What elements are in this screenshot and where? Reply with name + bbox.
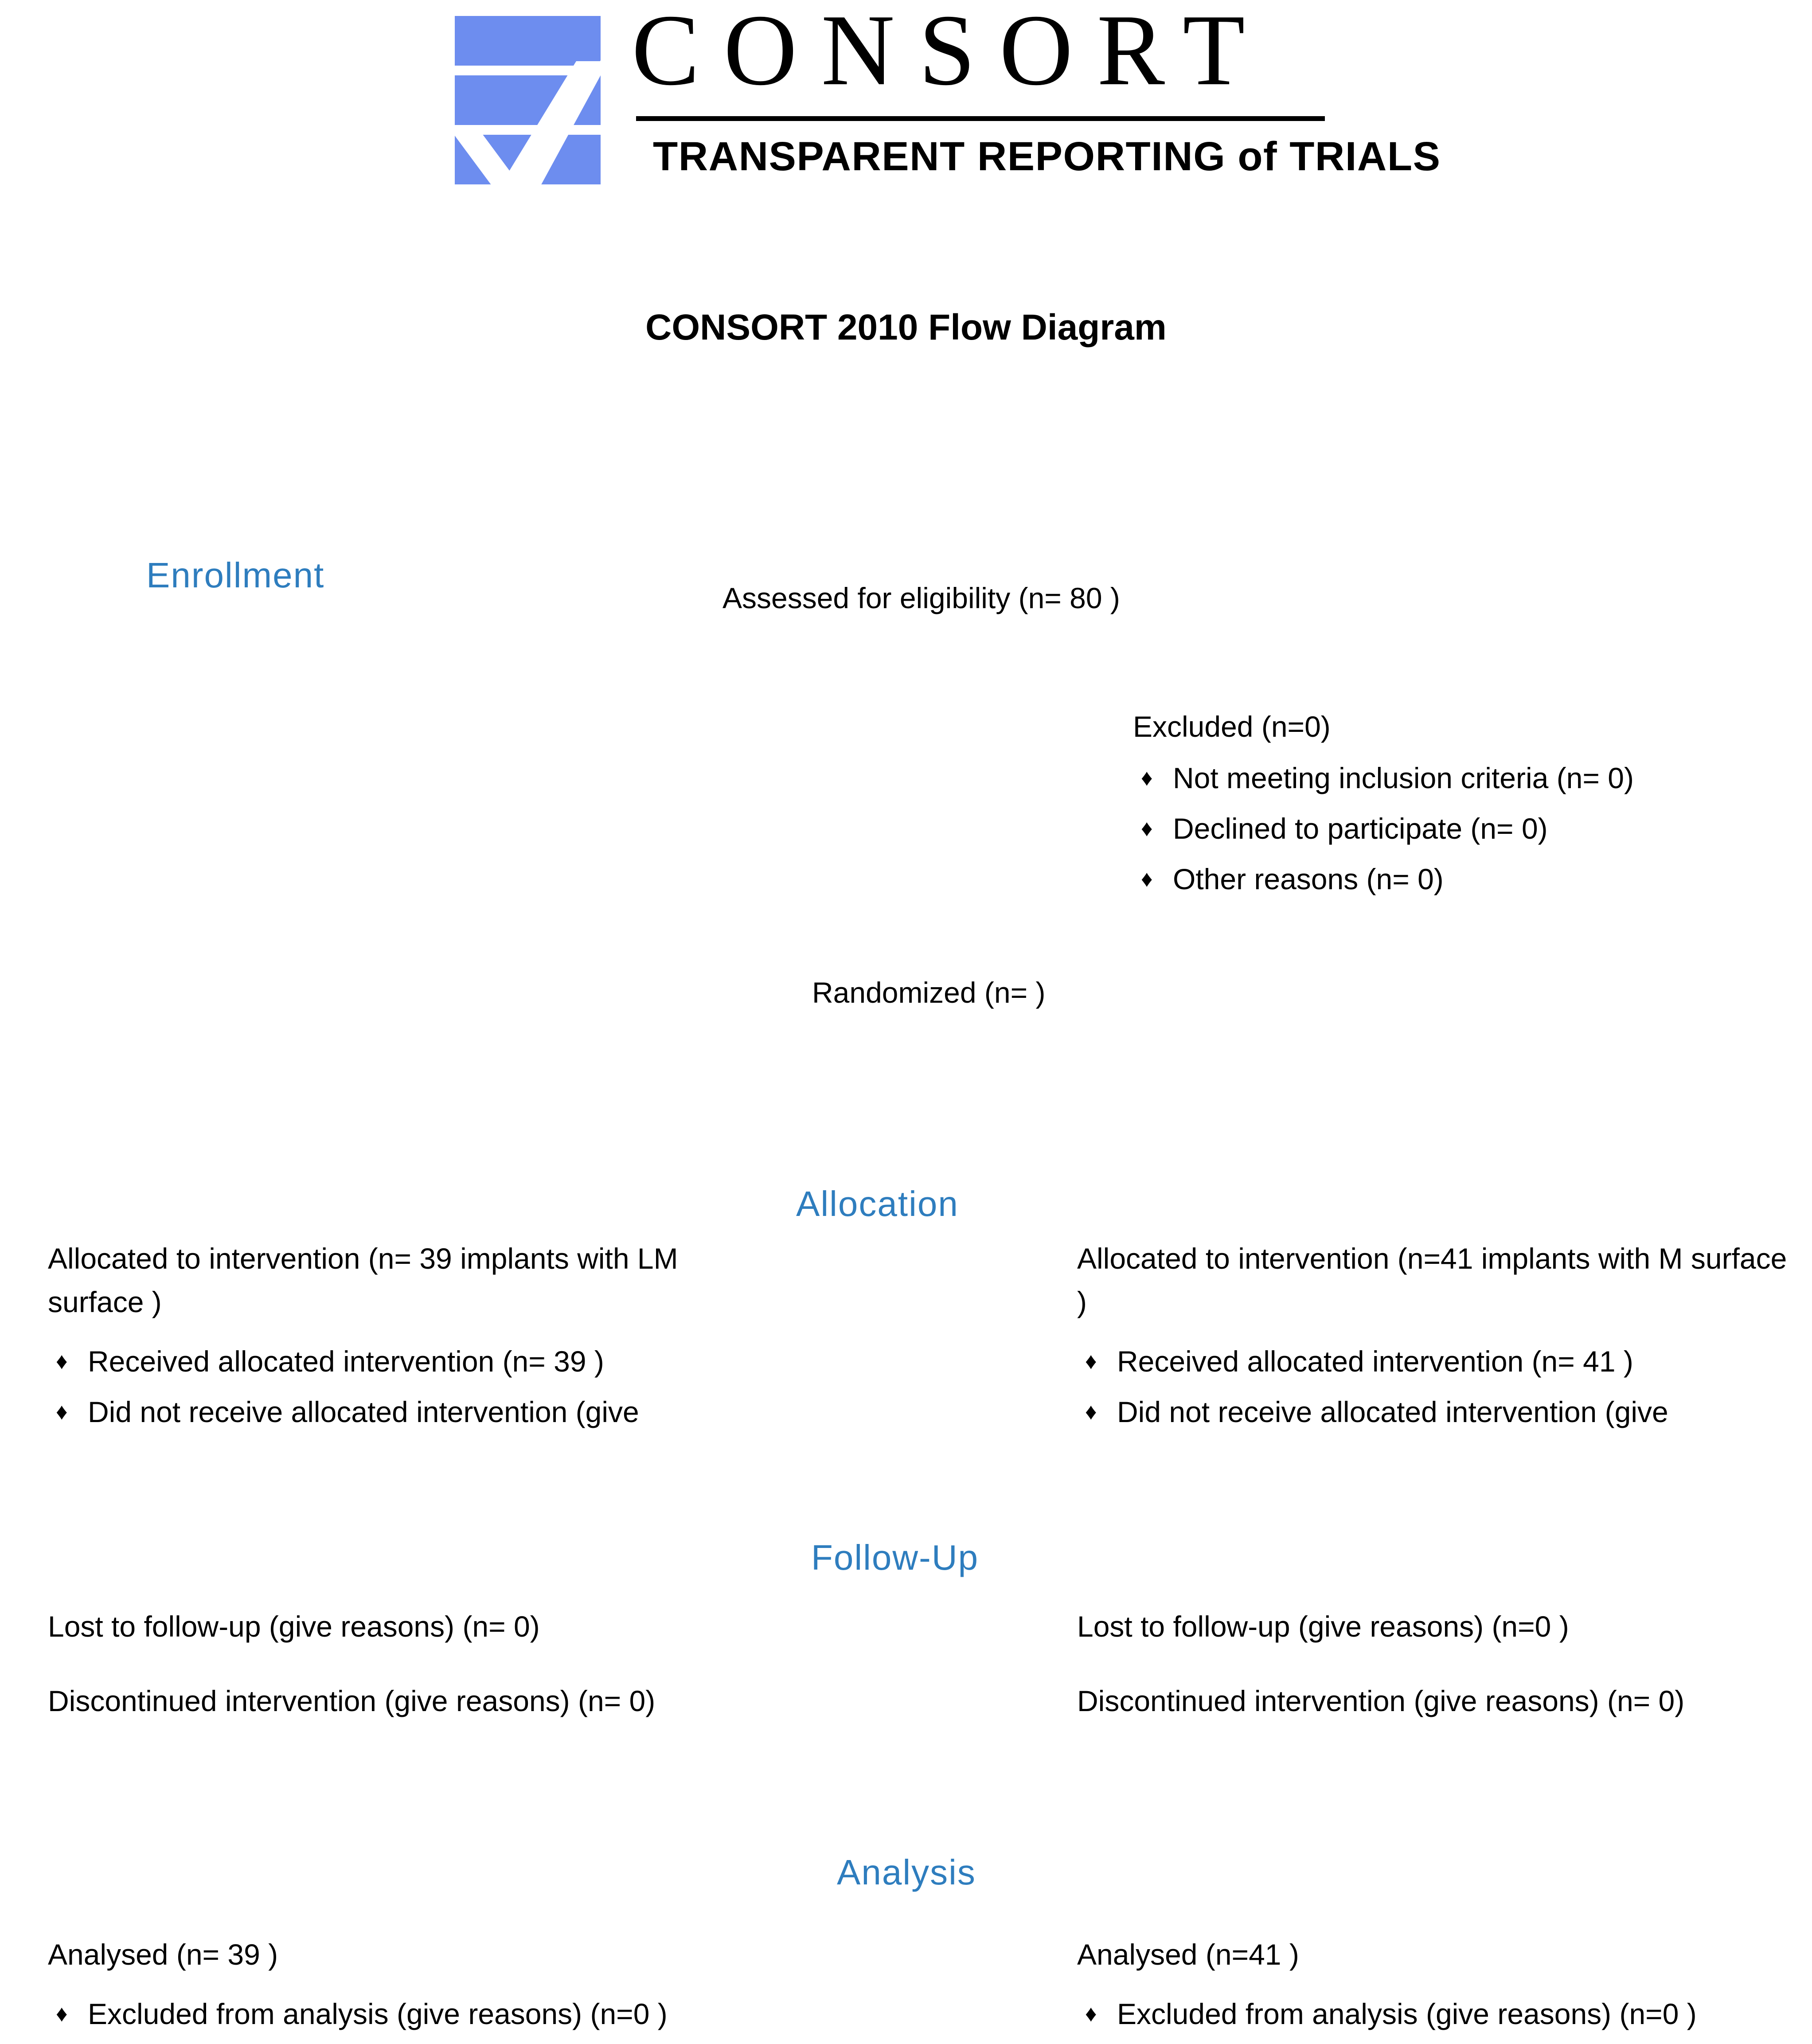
allocation-right-box xyxy=(1077,1237,1795,1441)
excluded-box xyxy=(1133,705,1789,908)
consort-logo-header xyxy=(434,0,1441,195)
analysis-right-list xyxy=(1077,1992,1795,2036)
page-title: CONSORT 2010 Flow Diagram xyxy=(645,307,1167,348)
excluded-reasons-list xyxy=(1133,756,1789,901)
list-item xyxy=(1077,1992,1795,2036)
followup-right-discontinued: Discontinued intervention (give reasons) (n= 0) xyxy=(1077,1684,1685,1717)
list-item-label: Other reasons (n= 0) xyxy=(1173,863,1444,895)
assessed-for-eligibility-box: Assessed for eligibility (n= 80 ) xyxy=(722,582,1120,614)
diamond-bullet-icon: ♦ xyxy=(1141,816,1153,841)
stage-heading-analysis: Analysis xyxy=(837,1852,976,1892)
wordmark-divider xyxy=(636,116,1325,121)
list-item-label: Excluded from analysis (give reasons) (n=0 ) xyxy=(1117,1997,1697,2030)
diamond-bullet-icon: ♦ xyxy=(56,1399,68,1425)
list-item-label: Not meeting inclusion criteria (n= 0) xyxy=(1173,762,1634,794)
analysis-left-box xyxy=(48,1933,726,2043)
diamond-bullet-icon: ♦ xyxy=(56,2001,68,2027)
list-item-label: Did not receive allocated intervention (give xyxy=(1117,1395,1668,1428)
diamond-bullet-icon: ♦ xyxy=(1085,1399,1097,1425)
diamond-bullet-icon: ♦ xyxy=(1141,866,1153,892)
followup-right-lost: Lost to follow-up (give reasons) (n=0 ) xyxy=(1077,1610,1569,1643)
list-item-label: Excluded from analysis (give reasons) (n=0 ) xyxy=(88,1997,668,2030)
diamond-bullet-icon: ♦ xyxy=(1085,2001,1097,2027)
stage-heading-followup: Follow-Up xyxy=(811,1538,979,1577)
list-item xyxy=(1077,1390,1795,1434)
allocation-left-headline: Allocated to intervention (n= 39 implants with LM surface ) xyxy=(48,1242,678,1318)
diamond-bullet-icon: ♦ xyxy=(1141,765,1153,791)
list-item-label: Did not receive allocated intervention (give xyxy=(88,1395,639,1428)
list-item xyxy=(48,1992,726,2036)
list-item xyxy=(1133,807,1789,850)
excluded-title: Excluded (n=0) xyxy=(1133,710,1331,743)
followup-left-box xyxy=(48,1605,726,1723)
diamond-bullet-icon: ♦ xyxy=(1085,1348,1097,1374)
list-item xyxy=(48,1340,726,1383)
stage-heading-enrollment: Enrollment xyxy=(146,555,325,595)
consort-wordmark xyxy=(632,0,1441,195)
stage-heading-allocation: Allocation xyxy=(796,1184,959,1223)
randomized-box: Randomized (n= ) xyxy=(812,976,1046,1009)
consort-checkmark-logo-icon xyxy=(443,8,601,192)
list-item xyxy=(1133,857,1789,901)
followup-left-lost: Lost to follow-up (give reasons) (n= 0) xyxy=(48,1610,540,1643)
analysis-right-box xyxy=(1077,1933,1795,2043)
allocation-right-headline: Allocated to intervention (n=41 implants with M surface ) xyxy=(1077,1242,1787,1318)
list-item xyxy=(48,1390,726,1434)
allocation-right-list xyxy=(1077,1340,1795,1434)
list-item-label: Received allocated intervention (n= 41 ) xyxy=(1117,1345,1633,1378)
list-item xyxy=(1077,1340,1795,1383)
diamond-bullet-icon: ♦ xyxy=(56,1348,68,1374)
analysis-left-headline: Analysed (n= 39 ) xyxy=(48,1938,278,1971)
followup-left-discontinued: Discontinued intervention (give reasons) (n= 0) xyxy=(48,1684,656,1717)
allocation-left-list xyxy=(48,1340,726,1434)
list-item-label: Received allocated intervention (n= 39 ) xyxy=(88,1345,604,1378)
analysis-right-headline: Analysed (n=41 ) xyxy=(1077,1938,1299,1971)
analysis-left-list xyxy=(48,1992,726,2036)
list-item xyxy=(1133,756,1789,800)
consort-wordmark-text: CONSORT xyxy=(632,0,1269,106)
allocation-left-box xyxy=(48,1237,726,1441)
followup-right-box xyxy=(1077,1605,1795,1723)
consort-tagline: TRANSPARENT REPORTING of TRIALS xyxy=(653,134,1441,179)
list-item-label: Declined to participate (n= 0) xyxy=(1173,812,1548,845)
